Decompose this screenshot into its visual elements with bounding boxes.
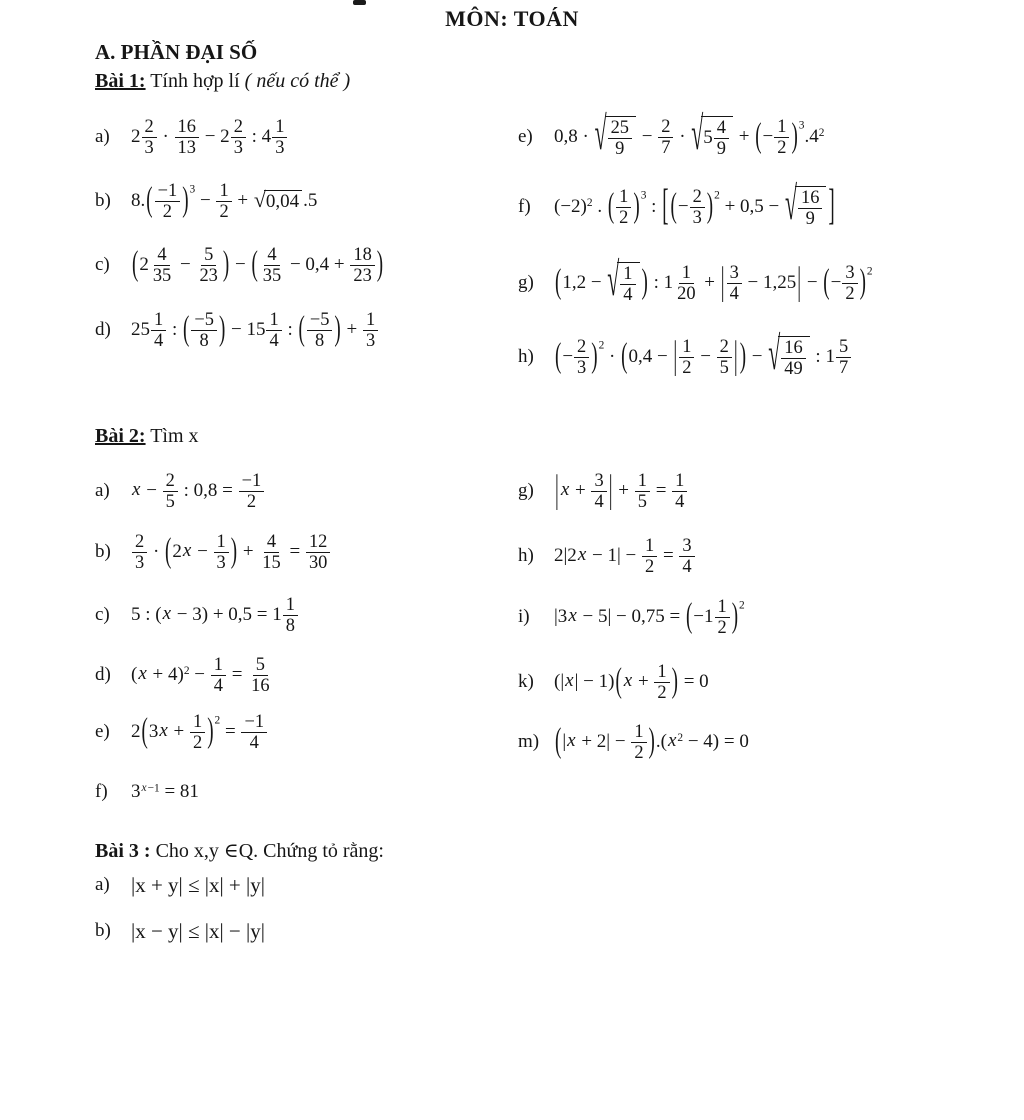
bai1-item-h <box>518 328 852 386</box>
bai3-item-a <box>95 862 265 908</box>
item-math: (− $\frac{2}{3}$ )$^2$ · (0,4 − | $\frac{1}{2}$ − $\frac{2}{5}$ | ) − √ $\frac{16}{49}$ : 1 $\frac{5}{7}$ <box>554 336 852 379</box>
item-math: $(x + 4)^2$ − $\frac{1}{4}$ = $\frac{5}{16}$ <box>131 653 270 695</box>
bai1-item-g <box>518 254 873 312</box>
item-label: c) <box>95 254 110 275</box>
bai2-item-k <box>518 653 709 711</box>
bai2-item-d <box>95 646 274 704</box>
bai1-title: Tính hợp lí <box>145 70 245 92</box>
bai2-item-a <box>95 462 265 520</box>
bai3-item-b <box>95 908 265 954</box>
bai2-item-i <box>518 588 745 646</box>
item-label: e) <box>95 721 110 742</box>
item-label: b) <box>95 541 111 562</box>
bai1-item-e <box>518 108 824 166</box>
bai2-heading <box>95 425 199 448</box>
bai1-note: ( nếu có thể ) <box>244 70 351 92</box>
bai2-item-e <box>95 703 268 761</box>
bai2-item-b <box>95 523 331 581</box>
item-label: c) <box>95 604 110 625</box>
bai1-item-f <box>518 178 836 236</box>
item-math: (1,2 − √ $\frac{1}{4}$ ) : 1 $\frac{1}{20}$ + | $\frac{3}{4}$ − 1,25| − (− $\frac{3}{2}$ )$^2$ <box>555 253 873 306</box>
item-label: i) <box>518 606 530 627</box>
item-math: |3x − 5| − 0,75 = (−1 $\frac{1}{2}$ )$^2$ <box>554 595 745 637</box>
item-math: 2|2x − 1| − $\frac{1}{2}$ = $\frac{3}{4}$ <box>554 536 696 577</box>
item-math: x − $\frac{2}{5}$ : 0,8 = $\frac{-1}{2}$ <box>131 471 265 512</box>
bai2-title: Tìm x <box>145 425 199 447</box>
item-label: a) <box>95 126 110 147</box>
bai1-item-a <box>95 108 288 166</box>
item-label: a) <box>95 480 110 501</box>
bai1-heading <box>95 70 350 93</box>
item-math: |x − y| ≤ |x| − |y| <box>131 918 265 943</box>
item-label: e) <box>518 126 533 147</box>
bai2-item-f <box>95 763 199 821</box>
bai1-label: Bài 1: <box>95 70 146 92</box>
item-label: h) <box>518 346 534 367</box>
item-math: 25 $\frac{1}{4}$ : ( $\frac{-5}{8}$ ) − 15 $\frac{1}{4}$ : ( $\frac{-5}{8}$ ) + $\frac{1}{3}$ <box>131 310 379 351</box>
item-math: (|x + 2| − $\frac{1}{2}$ )$.(x^2 - 4) = 0$ <box>555 720 749 762</box>
section-a-heading: A. PHẦN ĐẠI SỐ <box>95 40 258 64</box>
item-label: b) <box>95 920 111 941</box>
bai2-item-c <box>95 586 299 644</box>
item-math: $\frac{2}{3}$ · (2x − $\frac{1}{3}$ ) + $\frac{4}{15}$ = $\frac{12}{30}$ <box>131 532 331 573</box>
item-label: b) <box>95 190 111 211</box>
item-math: 5 : (x − 3) + 0,5 = 1 $\frac{1}{8}$ <box>131 595 299 636</box>
item-math: | x + $\frac{3}{4}$ | + $\frac{1}{5}$ = $\frac{1}{4}$ <box>554 471 688 512</box>
item-label: f) <box>95 781 108 802</box>
item-math: $3^{x-1} = 81$ <box>131 781 199 803</box>
item-label: f) <box>518 196 531 217</box>
item-label: d) <box>95 664 111 685</box>
item-label: a) <box>95 874 110 895</box>
bai1-item-b <box>95 172 317 230</box>
bai2-item-m <box>518 713 749 771</box>
item-math: 2(3x + $\frac{1}{2}$ )$^2$ = $\frac{-1}{4}$ <box>131 712 268 753</box>
item-math: (2 $\frac{4}{35}$ − $\frac{5}{23}$ ) − ( $\frac{4}{35}$ − 0,4 + $\frac{18}{23}$ ) <box>132 243 384 285</box>
item-label: m) <box>518 731 540 752</box>
page-title: MÔN: TOÁN <box>445 6 579 31</box>
item-math: (|x| − 1)( x + $\frac{1}{2}$ ) = 0 <box>554 660 709 702</box>
item-label: d) <box>95 319 111 340</box>
item-math: |x + y| ≤ |x| + |y| <box>131 872 265 897</box>
item-math: 2 $\frac{2}{3}$ · $\frac{16}{13}$ − 2 $\frac{2}{3}$ : 4 $\frac{1}{3}$ <box>131 117 288 158</box>
bai3-heading <box>95 838 384 863</box>
item-math: 0,8 · √ $\frac{25}{9}$ − $\frac{2}{7}$ · √ 5 $\frac{4}{9}$ + (− $\frac{1}{2}$ )$^3.4^2$ <box>554 107 825 160</box>
bai2-item-h <box>518 527 696 585</box>
item-label: k) <box>518 671 534 692</box>
item-label: g) <box>518 480 534 501</box>
bai1-item-c <box>95 236 384 294</box>
bai1-item-d <box>95 301 379 359</box>
bai2-label: Bài 2: <box>95 425 146 447</box>
item-label: h) <box>518 545 534 566</box>
item-math: $(-2)^2$ . ( $\frac{1}{2}$ )$^3$ : [ (− $\frac{2}{3}$ )$^2$ + 0,5 − √ $\frac{16}{9}$ ] <box>554 177 835 231</box>
bai3-title: Cho x,y ∈Q. Chứng tỏ rằng: <box>150 840 384 862</box>
bai2-item-g <box>518 462 688 520</box>
item-math: 8.( $\frac{-1}{2}$ )$^3$ − $\frac{1}{2}$ + √ 0,04 .5 <box>131 179 318 221</box>
scan-ink-mark <box>353 0 366 5</box>
bai3-label: Bài 3 : <box>95 840 151 862</box>
item-label: g) <box>518 272 534 293</box>
